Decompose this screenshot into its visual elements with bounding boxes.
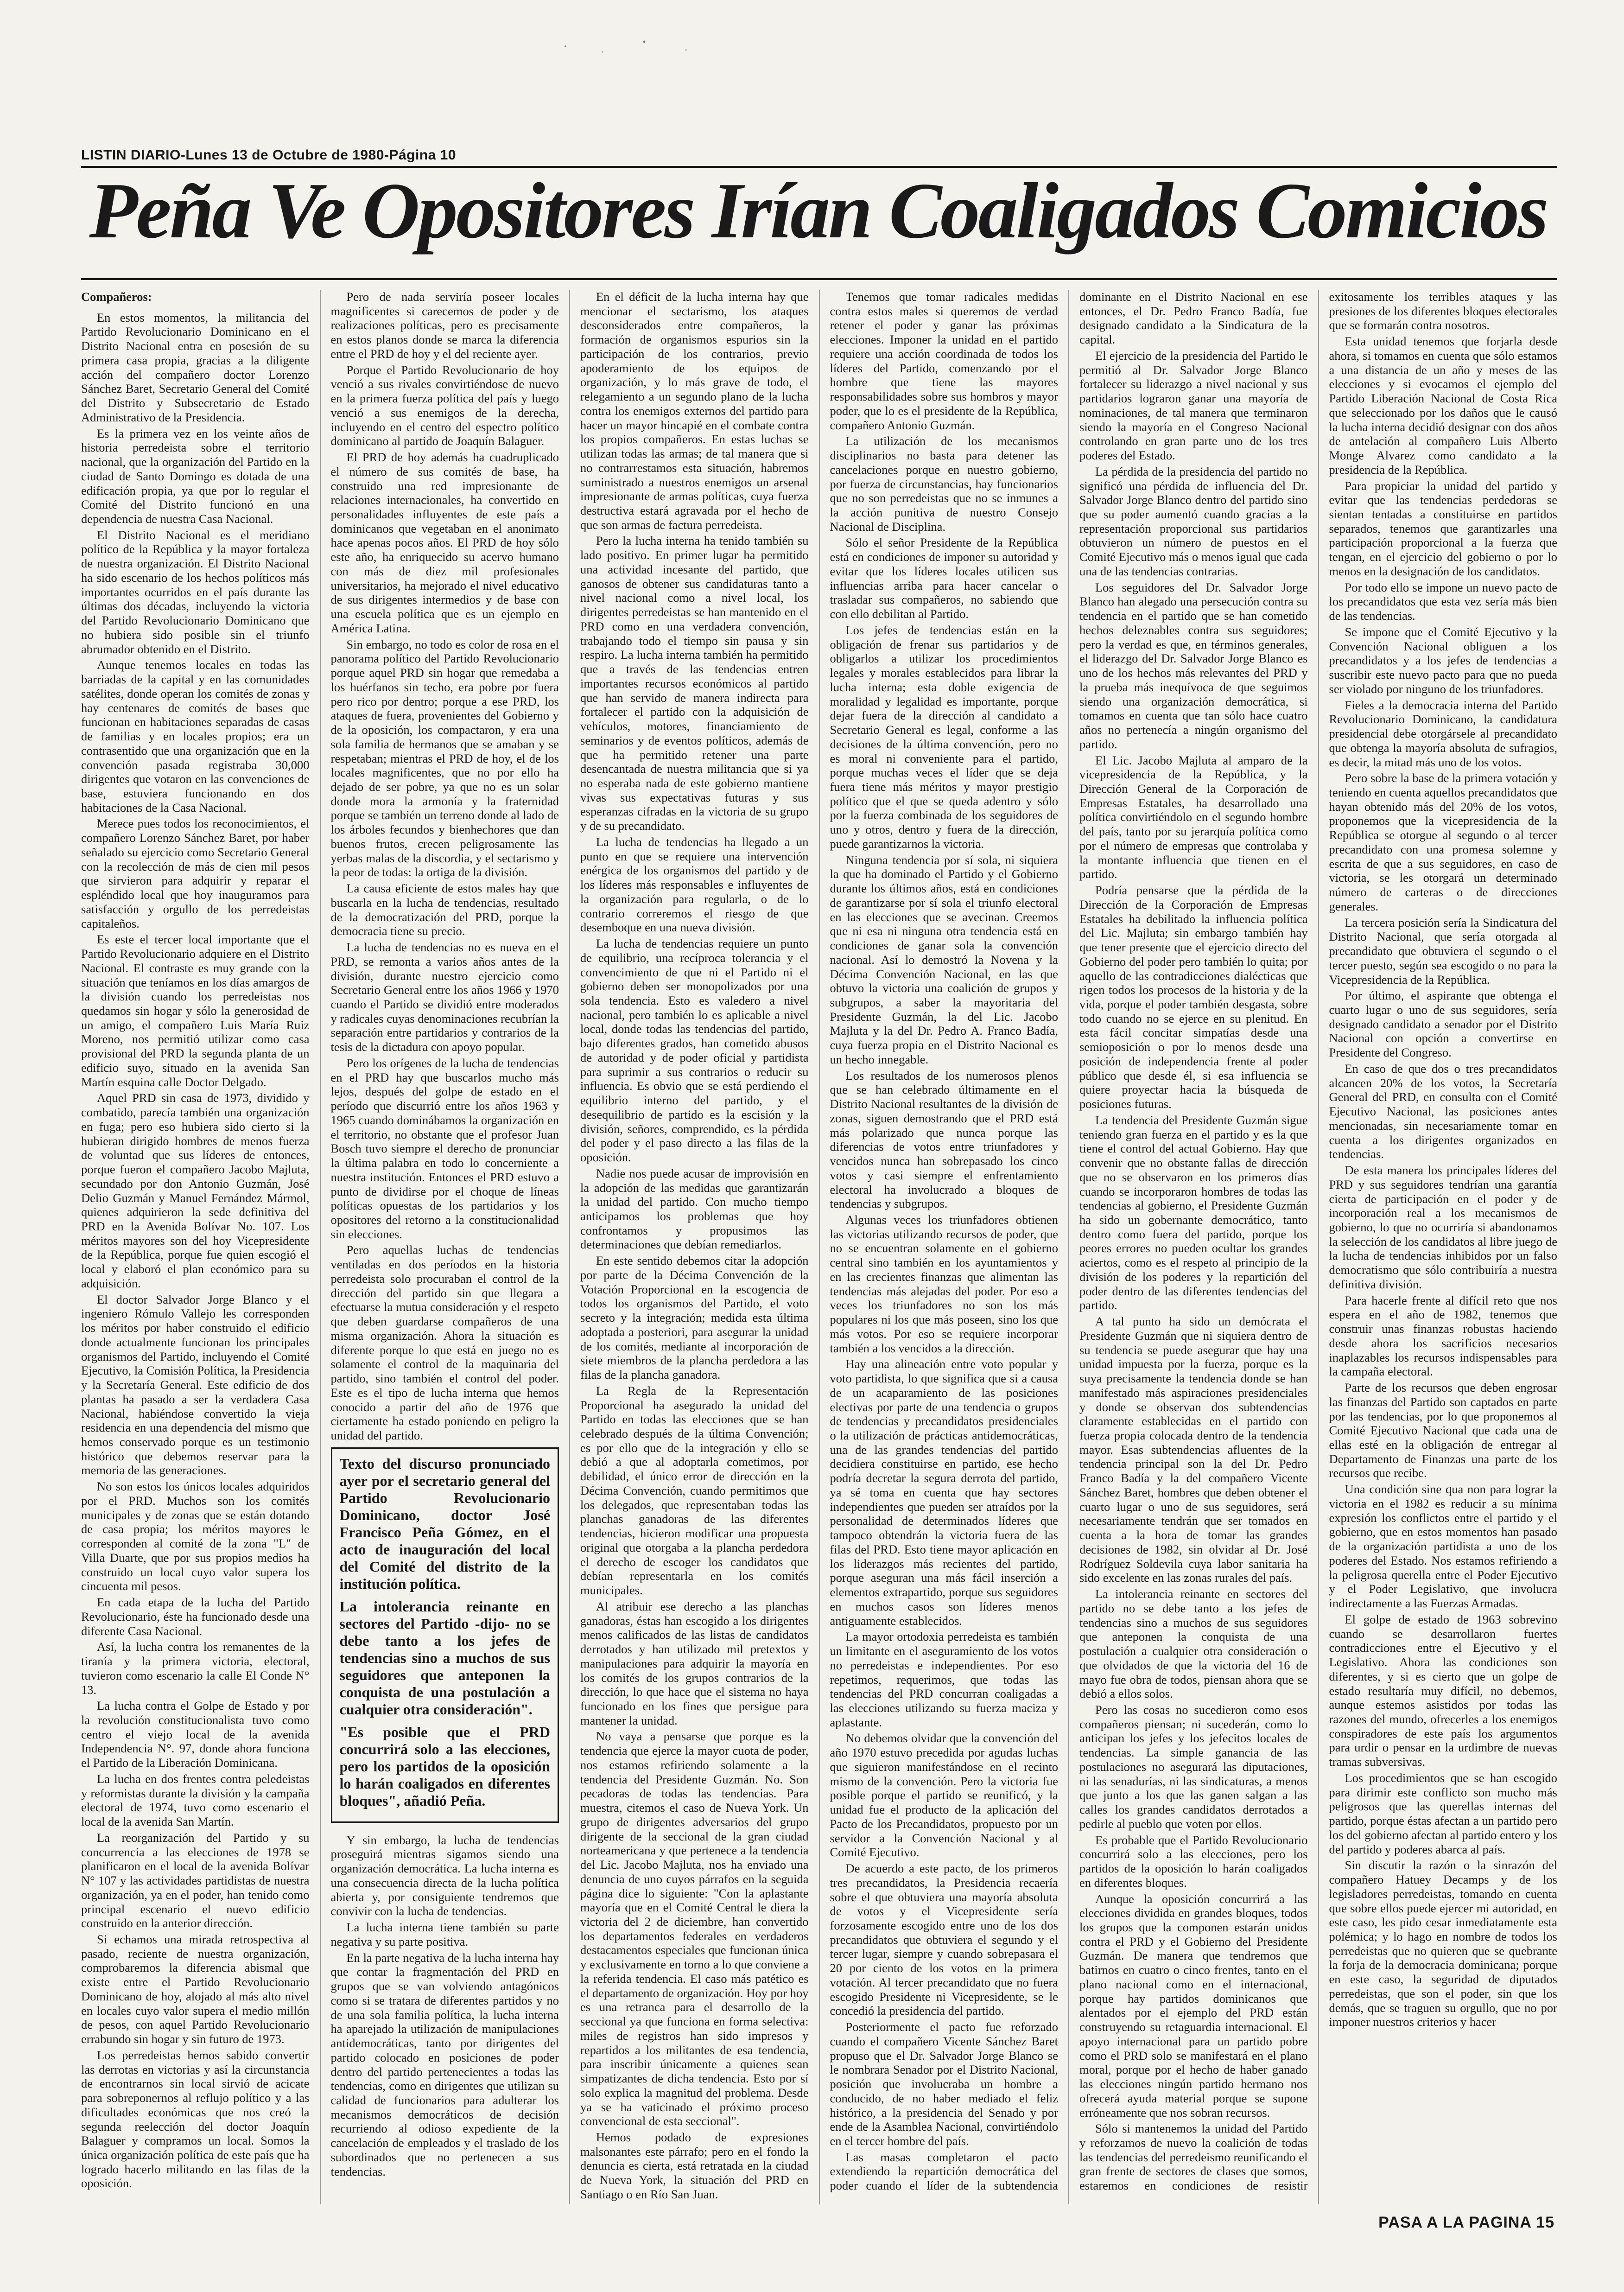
article-paragraph: Para propiciar la unidad del partido y evitar que las tendencias perdedoras se sientan tentadas a constituirse en partidos separados, tenemos que garantizarles una participación proporcional a la fuerza que tengan, en el ejercicio del gobierno o por lo menos en la designación de los candidatos.	[1329, 478, 1557, 578]
article-paragraph: Pero la lucha interna ha tenido también su lado positivo. En primer lugar ha permitido una actividad incesante del partido, que ganosos de obtener sus candidaturas tanto a nivel nacional como a nivel local, los dirigentes perredeistas se han mantenido en el PRD como en una verdadera convención, trabajando todo el tiempo sin pausa y sin respiro. La lucha interna también ha permitido que a través de las tendencias entren importantes recursos económicos al partido que han servido de manera indirecta para fortalecer el partido con la adquisición de vehículos, motores, financiamiento de seminarios y de eventos políticos, además de que ha permitido retener una parte desencantada de nuestra militancia que si ya no esperaba nada de este gobierno mantiene vivas sus expectativas futuras y sus esperanzas cifradas en la victoria de su grupo y de su precandidato.	[580, 534, 809, 833]
article-paragraph: Esta unidad tenemos que forjarla desde ahora, si tomamos en cuenta que sólo estamos a una distancia de un año y meses de las elecciones y si evocamos el ejemplo del Partido Liberación Nacional de Costa Rica que seleccionado por los daños que le causó la lucha interna decidió designar con dos años de antelación al compañero Luis Alberto Monge Alvarez como candidato a la presidencia de la República.	[1329, 334, 1557, 477]
summary-box-paragraph: Texto del discurso pronunciado ayer por el secretario general del Partido Revolucionario Dominicano, doctor José Francisco Peña Gómez, en el acto de inauguración del local del Comité del distrito de la institución política.	[339, 1455, 550, 1592]
article-paragraph: La intolerancia reinante en sectores del partido no se debe tanto a los jefes de tendencias sino a muchos de sus seguidores que anteponen la conquista de una postulación a cualquier otra consideración o que olvidados de que la victoria del 16 de mayo fue obra de todos, piensan ahora que se debió a ellos solos.	[1079, 1587, 1308, 1701]
article-paragraph: Sólo el señor Presidente de la República está en condiciones de imponer su autoridad y evitar que los líderes locales utilicen sus influencias arriba para hacer cancelar o trasladar sus compañeros, no sabiendo que con ello debilitan al Partido.	[830, 535, 1058, 621]
article-paragraph: Y sin embargo, la lucha de tendencias proseguirá mientras sigamos siendo una organización democrática. La lucha interna es una consecuencia directa de la lucha política abierta y, por consiguiente tendremos que convivir con la lucha de tendencias.	[330, 1833, 559, 1918]
article-paragraph: No son estos los únicos locales adquiridos por el PRD. Muchos son los comités municipales y de zonas que se están dotando de casa propia; los méritos mayores le corresponden al comité de la zona "L" de Villa Duarte, que por sus propios medios ha construido un local cuyo valor supera los cincuenta mil pesos.	[81, 1479, 310, 1593]
article-paragraph: Al atribuir ese derecho a las planchas ganadoras, éstas han escogido a los dirigentes menos calificados de las listas de candidatos derrotados y han utilizado mil pretextos y manipulaciones para adquirir la mayoría en los comités de los grupos contrarios de la dirección, lo que hace que el sistema no haya funcionado en los fines que persigue para mantener la unidad.	[580, 1599, 809, 1727]
article-paragraph: Pero aquellas luchas de tendencias ventiladas en dos períodos en la historia perredeista solo procuraban el control de la dirección del partido sin que llegara a efectuarse la mutua consideración y el respeto que deben guardarse compañeros de una misma organización. Ahora la situación es diferente porque lo que está en juego no es solamente el control de la maquinaria del partido, sino también el control del poder. Este es el tipo de lucha interna que hemos conocido a partir del año de 1976 que ciertamente ha estado poniendo en peligro la unidad del partido.	[330, 1243, 559, 1443]
article-paragraph: Pero los orígenes de la lucha de tendencias en el PRD hay que buscarlos mucho más lejos, después del golpe de estado en el período que discurrió entre los años 1963 y 1965 cuando dominábamos la organización en el territorio, no obstante que el profesor Juan Bosch tuvo siempre el derecho de pronunciar la última palabra en todo lo concerniente a nuestra institución. Entonces el PRD estuvo a punto de dividirse por el choque de líneas políticas opuestas de los partidarios y los opositores del retorno a la constitucionalidad sin elecciones.	[330, 1056, 559, 1241]
article-paragraph: Así, la lucha contra los remanentes de la tiranía y la primera victoria, electoral, tuvieron como escenario la calle El Conde N° 13.	[81, 1640, 310, 1697]
article-paragraph: El PRD de hoy además ha cuadruplicado el número de sus comités de base, ha construido una red impresionante de relaciones internacionales, ha convertido en personalidades influyentes de este país a dominicanos que vegetaban en el anonimato hace apenas pocos años. El PRD de hoy sólo este año, ha enriquecido su acervo humano con más de diez mil profesionales universitarios, ha mejorado el nivel educativo de sus dirigentes intermedios y de base con una escuela política que es un ejemplo en América Latina.	[330, 450, 559, 635]
article-paragraph: Los perredeistas hemos sabido convertir las derrotas en victorias y así la circunstancia de encontrarnos sin local sirvió de acicate para sobreponernos al reflujo político y a las dificultades económicas que nos creó la segunda reelección del doctor Joaquín Balaguer y compramos un local. Somos la única organización política de este país que ha logrado hacerlo militando en las filas de la oposición.	[81, 2048, 310, 2190]
article-paragraph: Es la primera vez en los veinte años de historia perredeista sobre el territorio nacional, que la organización del Partido en la ciudad de Santo Domingo es dotada de una edificación propia, ya que por lo regular el Comité del Distrito funcionó en una dependencia de nuestra Casa Nacional.	[81, 426, 310, 526]
article-paragraph: De esta manera los principales líderes del PRD y sus seguidores tendrían una garantía cierta de participación en el poder y de incorporación real a los mecanismos de gobierno, lo que no ocurriría si abandonamos la selección de los candidatos al libre juego de la lucha de tendencias inhibidos por un falso democratismo que sólo contribuiría a nuestra definitiva división.	[1329, 1163, 1557, 1291]
article-paragraph: El Distrito Nacional es el meridiano político de la República y la mayor fortaleza de nuestra organización. El Distrito Nacional ha sido escenario de los hechos políticos más importantes ocurridos en el país durante las últimas dos décadas, incluyendo la victoria del Partido Revolucionario Dominicano que no hubiera sido posible sin el triunfo abrumador obtenido en el Distrito.	[81, 528, 310, 656]
article-paragraph: La tercera posición sería la Sindicatura del Distrito Nacional, que sería otorgada al precandidato que obtuviera el segundo o el tercer puesto, según sea escogido o no para la Vicepresidencia de la República.	[1329, 915, 1557, 987]
article-paragraph: En cada etapa de la lucha del Partido Revolucionario, éste ha funcionado desde una diferente Casa Nacional.	[81, 1595, 310, 1638]
article-body	[81, 290, 1557, 2204]
article-paragraph: No debemos olvidar que la convención del año 1970 estuvo precedida por agudas luchas que siguieron manifestándose en el recinto mismo de la convención. Pero la victoria fue posible porque el partido se reunificó, y la unidad fue el producto de la aplicación del Pacto de los Precandidatos, propuesto por un servidor a la Convención Nacional y al Comité Ejecutivo.	[830, 1731, 1058, 1859]
article-paragraph: En el déficit de la lucha interna hay que mencionar el sectarismo, los ataques desconsiderados entre compañeros, la formación de organismos espurios sin la participación de los contrarios, previo apoderamiento de los equipos de organización, y lo más grave de todo, el relegamiento a un segundo plano de la lucha contra los enemigos externos del partido para hacer un mayor hincapié en el combate contra los propios compañeros. En estas luchas se utilizan todas las armas; de tal manera que si no contrarrestamos esta situación, habremos suministrado a nuestros enemigos un arsenal impresionante de armas políticas, cuya fuerza destructiva estará agravada por el hecho de que son armas de factura perredeista.	[580, 290, 809, 532]
article-paragraph: Las masas completaron el pacto extendiendo la repartición democrática del poder cuando el líder de la subtendencia dominante en el Distrito Nacional en ese entonces, el Dr. Pedro Franco Badía, fue designado candidato a la Sindicatura de la capital.	[830, 290, 1308, 2193]
article-paragraph: El golpe de estado de 1963 sobrevino cuando se desarrollaron fuertes contradicciones entre el Ejecutivo y el Legislativo. Ahora las condiciones son diferentes, y si es cierto que un golpe de estado resultaría muy difícil, no debemos, aunque estemos asistidos por todas las razones del mundo, ofrecerles a los enemigos conspiradores de este país los argumentos para urdir o pensar en la urdimbre de nuevas tramas subversivas.	[1329, 1612, 1557, 1769]
article-paragraph: Los procedimientos que se han escogido para dirimir este conflicto son mucho más peligrosos que las querellas internas del partido, porque éstas afectan a un partido pero los del gobierno afectan al partido entero y los del partido y poderes abarca al país.	[1329, 1770, 1557, 1856]
article-paragraph: Posteriormente el pacto fue reforzado cuando el compañero Vicente Sánchez Baret propuso que el Dr. Salvador Jorge Blanco se le nombrara Senador por el Distrito Nacional, posición que involucraba un hombre a conducido, de no haber mediado el feliz histórico, a la presidencia del Senado y por ende de la Asamblea Nacional, convirtiéndolo en el tercer hombre del país.	[830, 2020, 1058, 2148]
article-paragraph: Pero las cosas no sucedieron como esos compañeros piensan; ni sucederán, como lo anticipan los jefes y los jefecitos locales de tendencias. La simple ganancia de las postulaciones no asegurará las diputaciones, ni las senadurías, ni las sindicaturas, a menos que junto a los que las ganen salgan a las calles los grandes candidatos derrotados a pedirle al pueblo que voten por ellos.	[1079, 1702, 1308, 1831]
article-paragraph: Aunque la oposición concurrirá a las elecciones dividida en grandes bloques, todos los grupos que la componen estarán unidos contra el PRD y el Gobierno del Presidente Guzmán. De manera que tendremos que batirnos en cuatro o cinco frentes, tanto en el plano nacional como en el internacional, porque hay partidos dominicanos que alentados por el ejemplo del PRD están construyendo su retaguardia internacional. El apoyo internacional para un partido pobre como el PRD solo se manifestará en el plano moral, porque por el hecho de haber ganado las elecciones ningún partido hermano nos ofrecerá ayuda material porque se supone erróneamente que nos sobran recursos.	[1079, 1891, 1308, 2120]
dateline: LISTIN DIARIO-Lunes 13 de Octubre de 1980-Página 10	[81, 147, 457, 163]
summary-box-paragraph: "Es posible que el PRD concurrirá solo a las elecciones, pero los partidos de la oposición lo harán coaligados en diferentes bloques", añadió Peña.	[339, 1723, 550, 1809]
article-paragraph: Una condición sine qua non para lograr la victoria en el 1982 es reducir a su mínima expresión los conflictos entre el partido y el gobierno, que en estos momentos han pasado de la organización partidista a uno de los poderes del Estado. Nos estamos refiriendo a la peligrosa querella entre el Poder Ejecutivo y el Poder Legislativo, que involucra indirectamente a las Fuerzas Armadas.	[1329, 1482, 1557, 1611]
jump-line: PASA A LA PAGINA 15	[1378, 2214, 1554, 2231]
article-paragraph: Aquel PRD sin casa de 1973, dividido y combatido, parecía también una organización en fuga; pero eso hubiera sido cierto si la hubieran dirigido hombres de menos fuerza de voluntad que sus líderes de entonces, porque fueron el compañero Jacobo Majluta, secundado por don Antonio Guzmán, José Delio Guzmán y Manuel Fernández Mármol, quienes adquirieron la sede definitiva del PRD en la Avenida Bolívar No. 107. Los méritos mayores son del hoy Vicepresidente de la República, porque fue quien escogió el local y elaboró el plan económico para su adquisición.	[81, 1091, 310, 1290]
article-paragraph: La lucha de tendencias no es nueva en el PRD, se remonta a varios años antes de la división, durante nuestro ejercicio como Secretario General entre los años 1966 y 1970 cuando el Partido se dividió entre moderados y radicales cuyas denominaciones recubrían la separación entre partidarios y contrarios de la tesis de la dictadura con apoyo popular.	[330, 940, 559, 1054]
article-paragraph: Sólo si mantenemos la unidad del Partido y reforzamos de nuevo la coalición de todas las tendencias del perredeismo reunificando el gran frente de sectores de clases que somos, estaremos en condiciones de resistir exitosamente los terribles ataques y las presiones de los diferentes bloques electorales que se formarán contra nosotros.	[1079, 290, 1557, 2193]
article-paragraph: En estos momentos, la militancia del Partido Revolucionario Dominicano en el Distrito Nacional entra en posesión de su primera casa propia, gracias a la diligente acción del compañero doctor Lorenzo Sánchez Baret, Secretario General del Comité del Distrito y Subsecretario de Estado Administrativo de la Presidencia.	[81, 310, 310, 424]
article-paragraph: La lucha contra el Golpe de Estado y por la revolución constitucionalista tuvo como centro el viejo local de la avenida Independencia N°. 97, donde ahora funciona el Partido de la Liberación Dominicana.	[81, 1699, 310, 1770]
article-paragraph: Porque el Partido Revolucionario de hoy venció a sus rivales convirtiéndose de nuevo en la primera fuerza política del país y luego venció a sus enemigos de la derecha, incluyendo en el centro del espectro político dominicano al partido de Joaquín Balaguer.	[330, 363, 559, 448]
article-paragraph: Si echamos una mirada retrospectiva al pasado, reciente de nuestra organización, comprobaremos la diferencia abismal que existe entre el Partido Revolucionario Dominicano de hoy, alojado al más alto nivel en locales cuyo valor supera el medio millón de pesos, con aquel Partido Revolucionario errabundo sin hogar y sin futuro de 1973.	[81, 1932, 310, 2046]
article-paragraph: Hay una alineación entre voto popular y voto partidista, lo que significa que si a causa de un acaparamiento de las posiciones electivas por parte de una tendencia o grupos de tendencias y precandidatos presidenciales o la utilización de prácticas antidemocráticas, una de las grandes tendencias del partido decidiera constituirse en partido, ese hecho podría decretar la segura derrota del partido, ya sé toma en cuenta que hay sectores independientes que pueden ser atraídos por la personalidad de determinados líderes que tampoco obtendrán la victoria fuera de las filas del PRD. Esto tiene mayor aplicación en los liderazgos más recientes del partido, porque aseguran una más fácil inserción a elementos extrapartido, porque sus seguidores en muchos casos son líderes menos antiguamente establecidos.	[830, 1357, 1058, 1628]
article-paragraph: Hemos podado de expresiones malsonantes este párrafo; pero en el fondo la denuncia es cierta, está retratada en la ciudad de Nueva York, la situación del PRD en Santiago o en Río San Juan.	[580, 2130, 809, 2201]
article-paragraph: Los jefes de tendencias están en la obligación de frenar sus partidarios y de obligarlos a utilizar los procedimientos legales y morales establecidos para librar la lucha interna; esta doble exigencia de moralidad y legalidad es importante, porque dejar fuera de la dirección al candidato a Secretario General es legal, conforme a las decisiones de la última convención, pero no es moral ni conveniente para el partido, porque muchas veces el líder que se deja fuera tiene más méritos y mayor prestigio político que el que se queda adentro y sólo por la fuerza combinada de los seguidores de uno y otros, dentro y fuera de la dirección, puede garantizarnos la victoria.	[830, 623, 1058, 851]
article-paragraph: La causa eficiente de estos males hay que buscarla en la lucha de tendencias, resultado de la democratización del PRD, porque la democracia tiene su precio.	[330, 881, 559, 938]
summary-box-paragraph: La intolerancia reinante en sectores del Partido -dijo- no se debe tanto a los jefes de tendencias sino a muchos de sus seguidores que anteponen la conquista de una postulación a cualquier otra consideración".	[339, 1598, 550, 1718]
article-paragraph: La lucha de tendencias ha llegado a un punto en que se requiere una intervención enérgica de los organismos del partido y de los líderes más responsables e influyentes de la organización para regularla, o de lo contrario correremos el riesgo de que desemboque en una nueva división.	[580, 834, 809, 935]
article-paragraph: Los resultados de los numerosos plenos que se han celebrado últimamente en el Distrito Nacional resultantes de la división de zonas, siguen demostrando que el PRD está más polarizado que nunca porque las diferencias de votos entre triunfadores y vencidos nunca han sobrepasado los cinco votos y casi siempre el enfrentamiento electoral ha involucrado a bloques de tendencias y subgrupos.	[830, 1068, 1058, 1211]
article-paragraph: Sin embargo, no todo es color de rosa en el panorama político del Partido Revolucionario porque aquel PRD sin hogar que remedaba a los huérfanos sin techo, era pobre por fuera pero rico por dentro; porque a ese PRD, los ataques de fuera, provenientes del Gobierno y de la oposición, los compactaron, y era una sola familia de hermanos que se amaban y se respetaban; mientras el PRD de hoy, el de los locales magnificentes, que no por ello ha dejado de ser pobre, ya que no es un solar donde mora la armonía y la fraternidad porque se también un terreno donde al lado de los árboles fecundos y bienhechores que dan buenos frutos, crecen peligrosamente las yerbas malas de la discordia, y el sectarismo y la peor de todas: la ortiga de la división.	[330, 637, 559, 879]
article-paragraph: En caso de que dos o tres precandidatos alcancen 20% de los votos, la Secretaría General del PRD, en consulta con el Comité Ejecutivo Nacional, las posiciones antes mencionadas, sin necesariamente tomar en cuenta a los dirigentes organizados en tendencias.	[1329, 1061, 1557, 1161]
summary-box	[331, 1447, 559, 1823]
article-paragraph: Podría pensarse que la pérdida de la Dirección de la Corporación de Empresas Estatales ha debilitado la influencia política del Lic. Majluta; sin embargo también hay que tener presente que el ejercicio directo del Gobierno del poder pero también lo quita; por aquello de las contradicciones dialécticas que rigen todos los procesos de la historia y de la vida, porque el poder también desgasta, sobre todo cuando no se ejerce en su plenitud. En esta fácil concitar simpatías desde una semioposición o por lo menos desde una posición de independencia frente al poder público que desde él, si esa influencia se quiere proyectar hacia la búsqueda de posiciones futuras.	[1079, 883, 1308, 1111]
article-paragraph: Pero de nada serviría poseer locales magnificentes si carecemos de poder y de realizaciones políticas, pero es precisamente en estos planos donde se marca la diferencia entre el PRD de hoy y el del reciente ayer.	[330, 290, 559, 361]
salutation: Compañeros:	[81, 290, 152, 304]
article-paragraph: Es este el tercer local importante que el Partido Revolucionario adquiere en el Distrito Nacional. El contraste es muy grande con la situación que teníamos en los días amargos de la división cuando los perredeistas nos quedamos sin hogar y sólo la generosidad de un amigo, el compañero Luis María Ruiz Moreno, nos permitió utilizar como casa provisional del PRD la segunda planta de un edificio suyo, situado en la avenida San Martín esquina calle Doctor Delgado.	[81, 932, 310, 1089]
article-paragraph: Por último, el aspirante que obtenga el cuarto lugar o uno de sus seguidores, sería designado candidato a senador por el Distrito Nacional con opción a convertirse en Presidente del Congreso.	[1329, 988, 1557, 1060]
article-paragraph: De acuerdo a este pacto, de los primeros tres precandidatos, la Presidencia recaería sobre el que obtuviera una mayoría absoluta de votos y el Vicepresidente sería forzosamente escogido entre uno de los dos precandidatos que obtuviera el segundo y el tercer lugar, siempre y cuando sobrepasara el 20 por ciento de los votos en la primera votación. Al tercer precandidato que no fuera escogido Presidente ni Vicepresidente, se le concedió la presidencia del partido.	[830, 1861, 1058, 2018]
article-paragraph: Los seguidores del Dr. Salvador Jorge Blanco han alegado una persecución contra su tendencia en el partido que se han cometido hechos deleznables contra sus seguidores; pero la verdad es que, en términos generales, el liderazgo del Dr. Salvador Jorge Blanco es uno de los hechos más relevantes del PRD y la prueba más inequívoca de que seguimos siendo una organización democrática, si tomamos en cuenta que tan sólo hace cuatro años no pertenecía a ningún organismo del partido.	[1079, 580, 1308, 751]
article-paragraph: La reorganización del Partido y su concurrencia a las elecciones de 1978 se planificaron en el local de la avenida Bolívar N° 107 y las actividades partidistas de nuestra organización, ya en el poder, han tenido como principal escenario el nuevo edificio construido en la anterior dirección.	[81, 1830, 310, 1930]
article-paragraph: Pero sobre la base de la primera votación y teniendo en cuenta aquellos precandidatos que hayan obtenido más del 20% de los votos, proponemos que la vicepresidencia de la República se otorgue al segundo o al tercer precandidato con una promesa solemne y escrita de que a sus seguidores, en caso de victoria, se les otorgará un determinado número de carteras o de direcciones generales.	[1329, 771, 1557, 913]
article-paragraph: Aunque tenemos locales en todas las barriadas de la capital y en las comunidades satélites, donde operan los comités de zonas y hay centenares de comités de bases que funcionan en habitaciones separadas de casas de familias y en locales propios; era un contrasentido que una organización que en la convención pasada registraba 30,000 dirigentes que votaron en las convenciones de base, estuviera funcionando en dos habitaciones de la Casa Nacional.	[81, 658, 310, 815]
article-paragraph: La lucha de tendencias requiere un punto de equilibrio, una recíproca tolerancia y el convencimiento de que ni el Partido ni el gobierno deben ser monopolizados por una sola tendencia. Esto es valedero a nivel nacional, pero también lo es aplicable a nivel local, donde todas las tendencias del partido, bajo diferentes grados, han cometido abusos de autoridad y de poder oficial y partidista para suprimir a sus contrarios o reducir su influencia. Es obvio que se está perdiendo el equilibrio interno del partido, y el desequilibrio de partido es la escisión y la división, señores, comprendido, es la pérdida del poder y el paso directo a las filas de la oposición.	[580, 936, 809, 1165]
article-paragraph: Sin discutir la razón o la sinrazón del compañero Hatuey Decamps y de los legisladores perredeistas, tomando en cuenta que sobre ellos puede ejercer mi autoridad, en este caso, les pido cesar inmediatamente esta polémica; y lo hago en nombre de todos los perredeistas que no quieren que se quebrante la forja de la democracia dominicana; porque en este caso, la seguridad de diputados perredeistas, que son el poder, sin que los demás, que se traguen su orgullo, que no por imponer nuestros criterios y hacer	[1329, 1858, 1557, 2029]
headline-rule	[81, 278, 1557, 280]
print-specks	[547, 32, 732, 60]
article-paragraph: La pérdida de la presidencia del partido no significó una pérdida de influencia del Dr. Salvador Jorge Blanco dentro del partido sino que su poder aumentó cuando gracias a la representación proporcional sus partidarios obtuvieron un número de puestos en el Comité Ejecutivo más o menos igual que cada una de las tendencias contrarias.	[1079, 464, 1308, 578]
article-paragraph: Para hacerle frente al difícil reto que nos espera en el año de 1982, tenemos que construir unas finanzas robustas haciendo desde ahora los sacrificios necesarios inaplazables los recursos indispensables para la campaña electoral.	[1329, 1293, 1557, 1379]
article-paragraph: El ejercicio de la presidencia del Partido le permitió al Dr. Salvador Jorge Blanco fortalecer su liderazgo a nivel nacional y sus partidarios lograron ganar una mayoría de nominaciones, de tal manera que terminaron siendo la mayoría en el Congreso Nacional controlando en gran parte uno de los tres poderes del Estado.	[1079, 348, 1308, 463]
article-paragraph: Tenemos que tomar radicales medidas contra estos males si queremos de verdad retener el poder y ganar las próximas elecciones. Imponer la unidad en el partido requiere una acción coordinada de todos los líderes del Partido, comenzando por el hombre que tiene las mayores responsabilidades sobre sus hombros y mayor poder, que lo es el presidente de la República, compañero Antonio Guzmán.	[830, 290, 1058, 432]
article-paragraph: Es probable que el Partido Revolucionario concurrirá solo a las elecciones, pero los partidos de la oposición lo harán coaligados en diferentes bloques.	[1079, 1833, 1308, 1890]
article-paragraph: La Regla de la Representación Proporcional ha asegurado la unidad del Partido en todas las elecciones que se han celebrado después de la última Convención; es por ello que de la integración y ello se debió a que al adoptarla cometimos, por debilidad, el único error de dirección en la Décima Convención, cuando permitimos que los delegados, que representaban todas las planchas ganadoras de las diferentes tendencias, hicieron modificar una propuesta original que otorgaba a la plancha perdedora el derecho de escoger los candidatos que debían representarla en los comités municipales.	[580, 1383, 809, 1598]
article-paragraph: El doctor Salvador Jorge Blanco y el ingeniero Rómulo Vallejo les corresponden los méritos por haber construido el edificio donde actualmente funcionan los principales organismos del Partido, incluyendo el Comité Ejecutivo, la Comisión Política, la Presidencia y la Secretaría General. Este edificio de dos plantas ha pasado a ser la verdadera Casa Nacional, habiéndose convertido la vieja residencia en una dependencia del mismo que hemos conservado porque es un testimonio histórico que debemos reservar para la memoria de las generaciones.	[81, 1292, 310, 1477]
article-paragraph: Fieles a la democracia interna del Partido Revolucionario Dominicano, la candidatura presidencial debe otorgársele al precandidato que obtenga la mayoría absoluta de sufragios, es decir, la mitad más uno de los votos.	[1329, 698, 1557, 769]
article-paragraph: La lucha interna tiene también su parte negativa y su parte positiva.	[330, 1920, 559, 1948]
article-paragraph: Ninguna tendencia por sí sola, ni siquiera la que ha dominado el Partido y el Gobierno durante los últimos años, está en condiciones de garantizarse por sí sola el triunfo electoral en las elecciones que se avecinan. Creemos que ni esa ni ninguna otra tendencia está en condiciones de ganar sola la convención nacional. Así lo demostró la Novena y la Décima Convención Nacional, en las que obtuvo la victoria una coalición de grupos y subgrupos, a saber la mayoritaria del Presidente Guzmán, la del Lic. Jacobo Majluta y la del Dr. Pedro A. Franco Badía, cuya fuerza propia en el Distrito Nacional es un hecho innegable.	[830, 853, 1058, 1066]
headline: Peña Ve Opositores Irían Coaligados Comicios	[89, 167, 1547, 255]
article-paragraph: Por todo ello se impone un nuevo pacto de los precandidatos que esta vez sería más bien de las tendencias.	[1329, 580, 1557, 623]
article-paragraph: La tendencia del Presidente Guzmán sigue teniendo gran fuerza en el partido y es la que tiene el control del actual Gobierno. Hay que convenir que no obstante fallas de dirección que no se observaron en los primeros días cuando se incorporaron hombres de todas las tendencias al gobierno, el Presidente Guzmán ha sido un gobernante democrático, tanto dentro como fuera del partido, porque los peores errores no pueden ocultar los grandes aciertos, como es el respeto al principio de la división de los poderes y la repartición del poder dentro de las diferentes tendencias del partido.	[1079, 1113, 1308, 1312]
article-paragraph: Se impone que el Comité Ejecutivo y la Convención Nacional obliguen a los precandidatos y a los jefes de tendencias a suscribir este nuevo pacto para que no pueda ser violado por ninguno de los triunfadores.	[1329, 624, 1557, 696]
article-paragraph: Parte de los recursos que deben engrosar las finanzas del Partido son captados en parte por las tendencias, por lo que proponemos al Comité Ejecutivo Nacional que cada una de ellas esté en la obligación de entregar al Departamento de Finanzas una parte de los recursos que recibe.	[1329, 1381, 1557, 1480]
article-paragraph: Algunas veces los triunfadores obtienen las victorias utilizando recursos de poder, que no se encuentran solamente en el gobierno central sino también en los ayuntamientos y en las crecientes finanzas que alimentan las tendencias más alejadas del poder. Por eso a veces los triunfadores no son los más populares ni los que más poseen, sino los que más votos. Por eso se requiere incorporar también a los vencidos a la dirección.	[830, 1213, 1058, 1355]
article-paragraph: La lucha en dos frentes contra peledeistas y reformistas durante la división y la campaña electoral de 1974, tuvo como escenario el local de la avenida San Martín.	[81, 1771, 310, 1829]
article-paragraph: La utilización de los mecanismos disciplinarios no basta para detener las cancelaciones porque en nuestro gobierno, por fuerza de circunstancias, hay funcionarios que no son perredeistas que no se inmunes a la acción punitiva de nuestro Consejo Nacional de Disciplina.	[830, 434, 1058, 534]
article-paragraph: Merece pues todos los reconocimientos, el compañero Lorenzo Sánchez Baret, por haber señalado su ejercicio como Secretario General con la recolección de más de cien mil pesos que sirvieron para adquirir y reparar el espléndido local que hoy inauguramos para satisfacción y orgullo de los perredeistas capitaleños.	[81, 816, 310, 930]
article-paragraph: En la parte negativa de la lucha interna hay que contar la fragmentación del PRD en grupos que se van volviendo antagónicos como si se tratara de diferentes partidos y no de una sola familia política, la lucha interna ha aparejado la utilización de manipulaciones antidemocráticas, tanto por dirigentes del partido colocado en posiciones de poder dentro del partido pertenecientes a todas las tendencias, como en dirigentes que utilizan su calidad de funcionarios para adulterar los mecanismos democráticos de decisión recurriendo al odioso expediente de la cancelación de empleados y el traslado de los subordinados que no pertenecen a sus tendencias.	[330, 1950, 559, 2178]
article-paragraph: La mayor ortodoxia perredeista es también un limitante en el aseguramiento de los votos no perredeistas e independientes. Por eso repetimos, requerimos, que todas las tendencias del PRD concurran coaligadas a las elecciones utilizando su fuerza maciza y aplastante.	[830, 1630, 1058, 1729]
article-paragraph: A tal punto ha sido un demócrata el Presidente Guzmán que ni siquiera dentro de su tendencia se puede asegurar que hay una unidad impuesta por la fuerza, porque es la suya precisamente la tendencia donde se han manifestado más aspiraciones presidenciales y donde se observan dos subtendencias claramente establecidas en el partido con fuerza propia colocada dentro de la tendencia mayor. Esas subtendencias afluentes de la tendencia principal son la del Dr. Pedro Franco Badía y la del compañero Vicente Sánchez Baret, hombres que deben obtener el cuarto lugar o uno de sus seguidores, será necesariamente tendrán que ser tomados en cuenta a la hora de tomar las grandes decisiones de 1982, sin olvidar al Dr. José Rodríguez Soldevila cuya labor sanitaria ha sido excelente en las zonas rurales del país.	[1079, 1314, 1308, 1585]
article-paragraph: En este sentido debemos citar la adopción por parte de la Décima Convención de la Votación Proporcional en la escogencia de todos los organismos del Partido, el voto secreto y la integración; medida esta última adoptada a posteriori, para asegurar la unidad de los comités, mediante al incorporación de siete miembros de la plancha perdedora a las filas de la plancha ganadora.	[580, 1254, 809, 1382]
article-paragraph: Nadie nos puede acusar de improvisión en la adopción de las medidas que garantizarán la unidad del partido. Con mucho tiempo anticipamos los problemas que hoy confrontamos y propusimos las determinaciones que debían remediarlos.	[580, 1166, 809, 1252]
article-paragraph: No vaya a pensarse que porque es la tendencia que ejerce la mayor cuota de poder, nos estamos refiriendo solamente a la tendencia del Presidente Guzmán. No. Son pecadoras de todas las tendencias. Para muestra, citemos el caso de Nueva York. Un grupo de dirigentes adversarios del grupo dirigente de la seccional de la gran ciudad norteamericana y que pertenece a la tendencia del Lic. Jacobo Majluta, nos ha enviado una denuncia de uno cuyos párrafos en la seguida página dice lo siguiente: "Con la aplastante mayoría que en el Comité Central le diera la victoria del 2 de diciembre, han convertido los departamentos federales en verdaderos destacamentos especiales que funcionan única y exclusivamente en torno a lo que conviene a la referida tendencia. El caso más patético es el departamento de organización. Hoy por hoy es una retranca para el desarrollo de la seccional ya que funciona en forma selectiva: miles de registros han sido impresos y repartidos a los militantes de esa tendencia, para inscribir únicamente a quienes sean simpatizantes de dicha tendencia. Esto por sí solo explica la magnitud del problema. Desde ya se ha vaticinado el próximo proceso convencional de esta seccional".	[580, 1729, 809, 2128]
article-paragraph: El Lic. Jacobo Majluta al amparo de la vicepresidencia de la República, y la Dirección General de la Corporación de Empresas Estatales, ha desarrollado una política convirtiéndolo en el segundo hombre del país, tanto por su jerarquía política como por el número de empresas que controlaba y la montante influencia que tienen en el partido.	[1079, 753, 1308, 881]
